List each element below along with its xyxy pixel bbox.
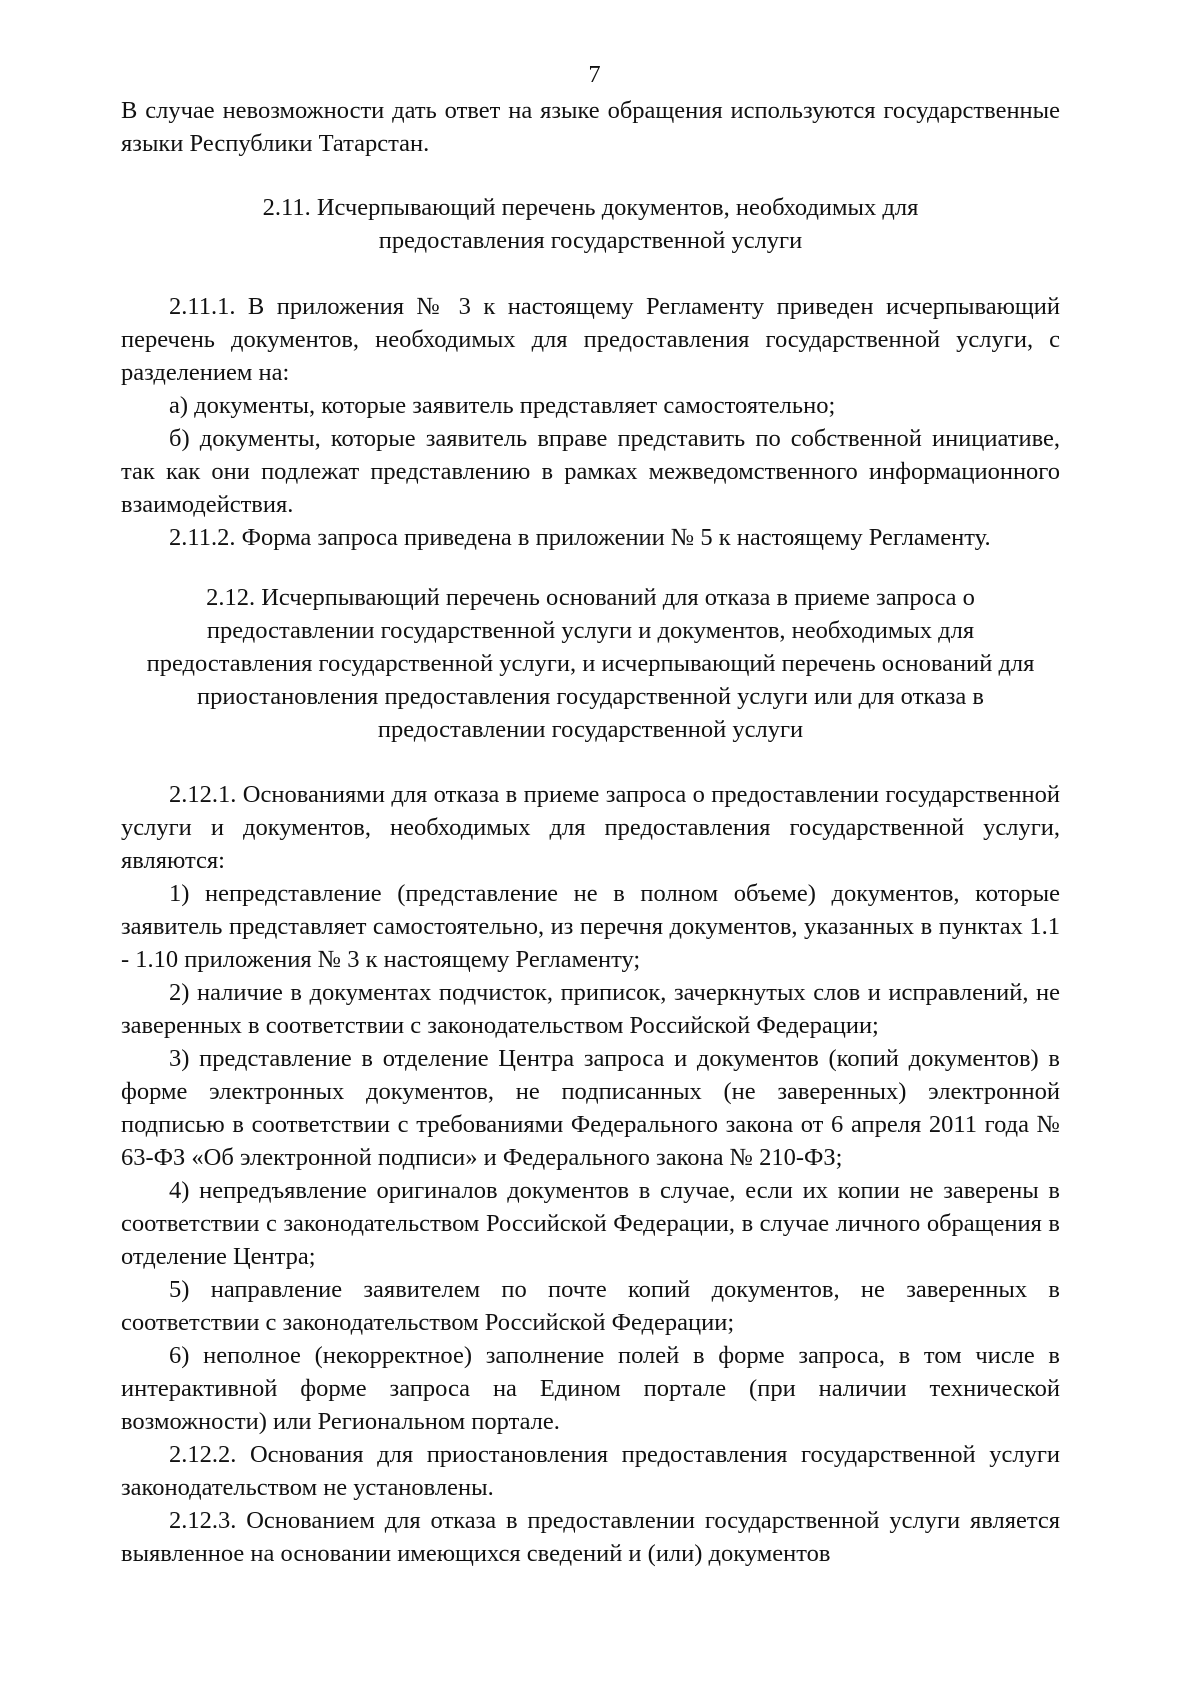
heading-line: 2.11. Исчерпывающий перечень документов, необходимых для (262, 194, 919, 221)
paragraph-2-12-1: 2.12.1. Основаниями для отказа в приеме запроса о предоставлении государственной услуги и документов, необходимых для предоставления государственной услуги, являются: (121, 781, 1060, 874)
intro-paragraph: В случае невозможности дать ответ на языке обращения используются государственные языки Республики Татарстан. (121, 97, 1060, 157)
heading-line: предоставлении государственной услуги и документов, необходимых для (206, 617, 975, 644)
list-item-b: б) документы, которые заявитель вправе представить по собственной инициативе, так как они подлежат представлению в рамках межведомственного информационного взаимодействия. (121, 425, 1060, 518)
heading-line: предоставления государственной услуги (378, 227, 803, 254)
paragraph-2-12-2: 2.12.2. Основания для приостановления предоставления государственной услуги законодательством не установлены. (121, 1441, 1060, 1501)
list-item: 5) направление заявителем по почте копий документов, не заверенных в соответствии с законодательством Российской Федерации; (121, 1276, 1060, 1336)
heading-line: предоставления государственной услуги, и исчерпывающий перечень оснований для (146, 650, 1035, 677)
page-number: 7 (588, 61, 601, 88)
paragraph-2-12-3: 2.12.3. Основанием для отказа в предоставлении государственной услуги является выявленное на основании имеющихся сведений и (или) документов (121, 1507, 1060, 1567)
paragraph-2-11-1: 2.11.1. В приложения № 3 к настоящему Регламенту приведен исчерпывающий перечень документов, необходимых для предоставления государственной услуги, с разделением на: (121, 293, 1060, 386)
page-content (121, 58, 1060, 1570)
paragraph-2-11-2: 2.11.2. Форма запроса приведена в приложении № 5 к настоящему Регламенту. (169, 524, 991, 551)
list-item: 6) неполное (некорректное) заполнение полей в форме запроса, в том числе в интерактивной форме запроса на Едином портале (при наличии технической возможности) или Региональном портале. (121, 1342, 1060, 1435)
section-2-11-heading (121, 191, 1060, 257)
list-item: 4) непредъявление оригиналов документов в случае, если их копии не заверены в соответствии с законодательством Российской Федерации, в случае личного обращения в отделение Центра; (121, 1177, 1060, 1270)
list-item: 3) представление в отделение Центра запроса и документов (копий документов) в форме электронных документов, не подписанных (не заверенных) электронной подписью в соответствии с требованиями Федерального закона от 6 апреля 2011 года № 63-ФЗ «Об электронной подписи» и Федерального закона № 210-ФЗ; (121, 1045, 1060, 1171)
heading-line: 2.12. Исчерпывающий перечень оснований для отказа в приеме запроса о (206, 584, 975, 611)
list-item: 2) наличие в документах подчисток, приписок, зачеркнутых слов и исправлений, не заверенных в соответствии с законодательством Российской Федерации; (121, 979, 1060, 1039)
section-2-12-heading (121, 581, 1060, 746)
heading-line: предоставлении государственной услуги (377, 716, 804, 743)
section-2-11-body (121, 290, 1060, 554)
list-item-a: а) документы, которые заявитель представляет самостоятельно; (169, 392, 836, 419)
section-2-12-body (121, 778, 1060, 1570)
heading-line: приостановления предоставления государственной услуги или для отказа в (197, 683, 984, 710)
list-item: 1) непредставление (представление не в полном объеме) документов, которые заявитель представляет самостоятельно, из перечня документов, указанных в пунктах 1.1 - 1.10 приложения № 3 к настоящему Регламенту; (121, 880, 1060, 973)
